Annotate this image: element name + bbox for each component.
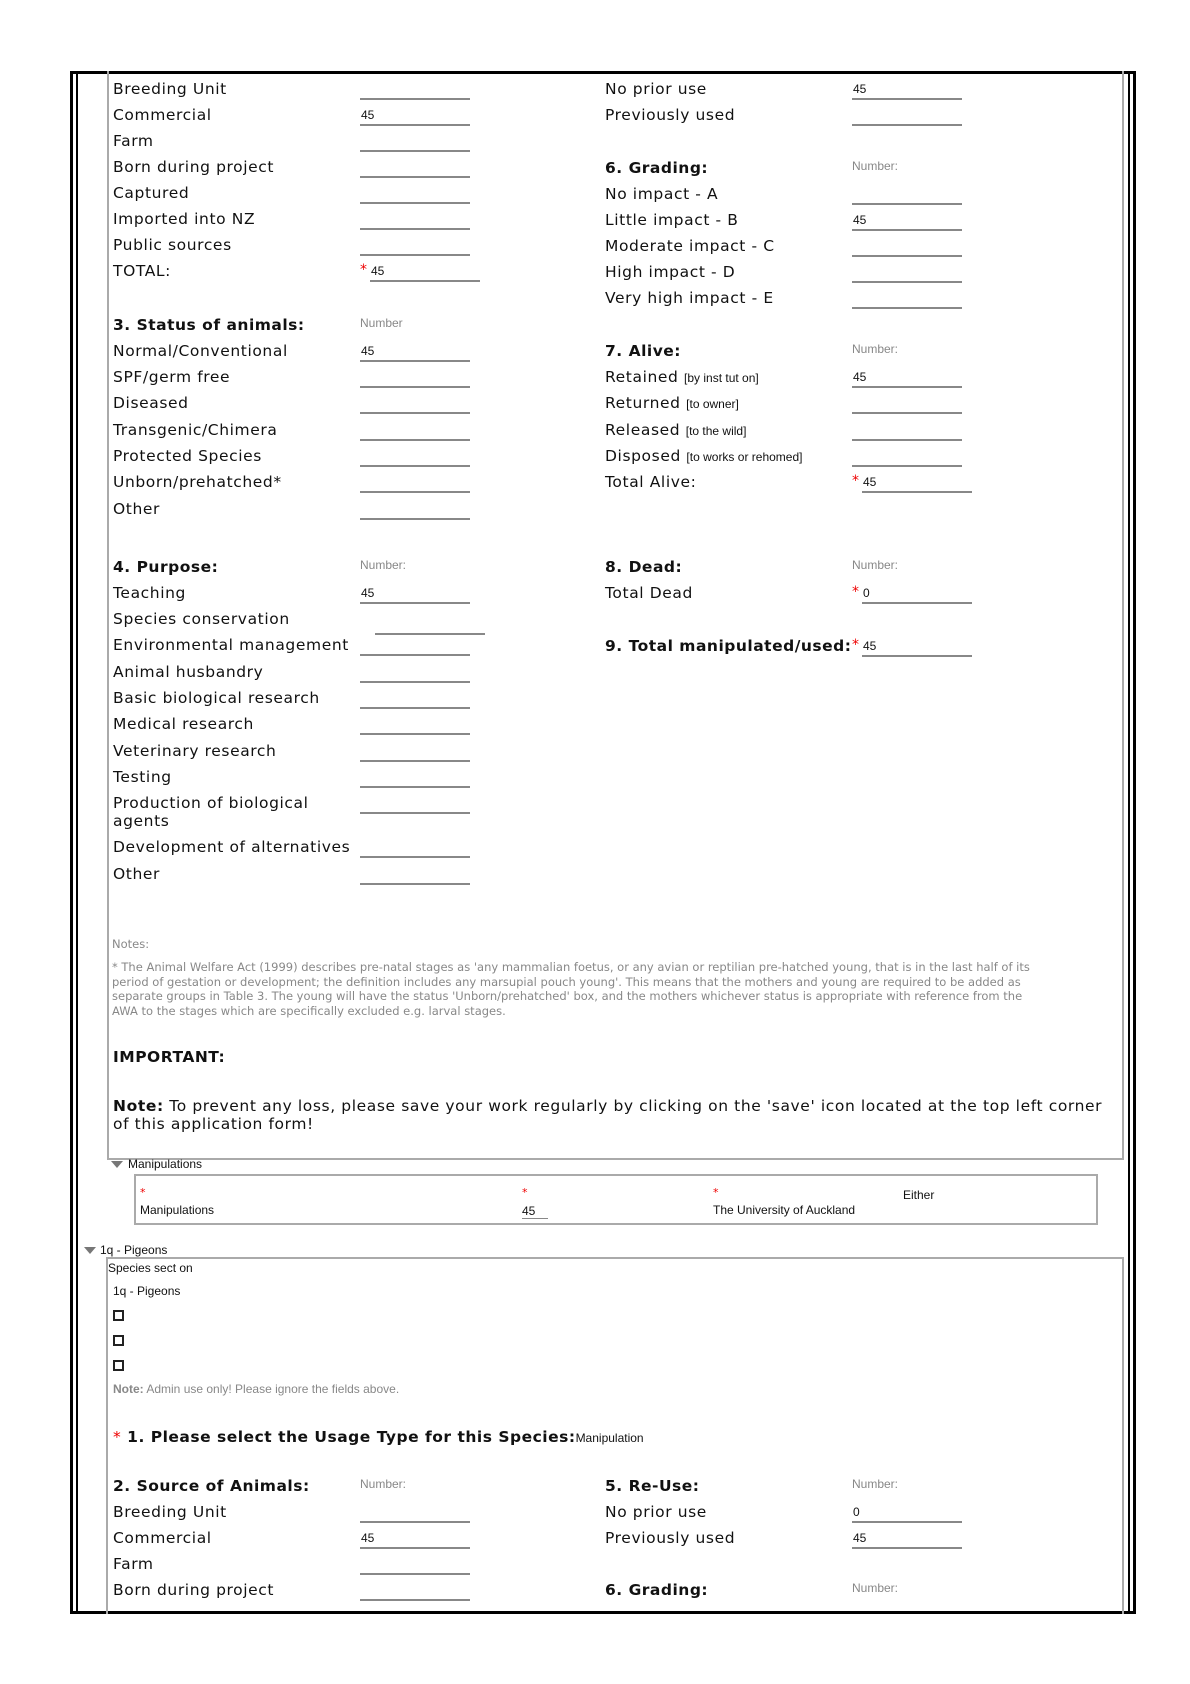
number-label: Number:	[360, 1477, 407, 1491]
no-prior-use-input[interactable]: 45	[852, 80, 962, 100]
notes-title: Notes:	[112, 937, 150, 951]
commercial-input[interactable]: 45	[360, 1529, 470, 1549]
manipulations-count[interactable]: 45	[522, 1204, 548, 1219]
total-used-input[interactable]: 45	[862, 637, 972, 657]
collapse-triangle-icon[interactable]	[84, 1247, 96, 1254]
total-alive-input[interactable]: 45	[862, 473, 972, 493]
species-conservation-input[interactable]	[375, 615, 485, 635]
status-label: SPF/germ free	[113, 368, 231, 386]
source-label: Commercial	[113, 1529, 212, 1547]
manipulations-either: Either	[903, 1188, 935, 1202]
alive-title: 7. Alive:	[605, 342, 682, 360]
alternatives-input[interactable]	[360, 838, 470, 858]
usage-type-value: Manipulation	[575, 1431, 644, 1445]
save-note: Note: To prevent any loss, please save your work regularly by clicking on the 'save' icon located at the top left corner	[113, 1097, 1103, 1115]
grading-label: High impact - D	[605, 263, 736, 281]
purpose-label: Basic biological research	[113, 689, 320, 707]
number-label: Number:	[852, 159, 899, 173]
teaching-input[interactable]: 45	[360, 584, 470, 604]
medical-research-input[interactable]	[360, 715, 470, 735]
manipulations-type: Manipulations	[140, 1203, 215, 1217]
source-label: Imported into NZ	[113, 210, 256, 228]
born-during-project-input[interactable]	[360, 1581, 470, 1601]
required-icon: *	[360, 262, 367, 278]
purpose-label: Other	[113, 865, 161, 883]
no-prior-use-input[interactable]: 0	[852, 1503, 962, 1523]
purpose-label: Medical research	[113, 715, 254, 733]
status-label: Normal/Conventional	[113, 342, 288, 360]
imported-input[interactable]	[360, 210, 470, 230]
total-alive-label: Total Alive:	[605, 473, 697, 491]
alive-label: Disposed [to works or rehomed]	[605, 447, 803, 465]
source-label: Born during project	[113, 158, 275, 176]
source-label: Public sources	[113, 236, 232, 254]
purpose-other-input[interactable]	[360, 865, 470, 885]
manipulations-institution: The University of Auckland	[713, 1203, 856, 1217]
source-label: Breeding Unit	[113, 80, 227, 98]
admin-note: Note: Admin use only! Please ignore the fields above.	[113, 1382, 400, 1396]
important-heading: IMPORTANT:	[113, 1048, 226, 1066]
grading-label: No impact - A	[605, 185, 719, 203]
manipulations-toggle[interactable]: Manipulations	[128, 1157, 203, 1171]
number-label: Number:	[852, 1581, 899, 1595]
species-section-label: Species sect on	[108, 1261, 193, 1275]
purpose-label: Veterinary research	[113, 742, 277, 760]
number-label: Number:	[852, 1477, 899, 1491]
alive-label: Returned [to owner]	[605, 394, 739, 412]
purpose-label-cont: agents	[113, 812, 170, 830]
usage-type-question: * 1. Please select the Usage Type for this Species:Manipulation	[113, 1428, 644, 1446]
disposed-input[interactable]	[852, 447, 962, 467]
required-icon: *	[852, 637, 859, 653]
purpose-label: Development of alternatives	[113, 838, 351, 856]
purpose-title: 4. Purpose:	[113, 558, 219, 576]
admin-checkbox-2[interactable]	[113, 1335, 124, 1346]
released-input[interactable]	[852, 421, 962, 441]
status-other-input[interactable]	[360, 500, 470, 520]
protected-species-input[interactable]	[360, 447, 470, 467]
total-label: TOTAL:	[113, 262, 171, 280]
grade-a-input[interactable]	[852, 185, 962, 205]
reuse-label: Previously used	[605, 1529, 736, 1547]
species-name: 1q - Pigeons	[113, 1284, 181, 1298]
husbandry-input[interactable]	[360, 663, 470, 683]
transgenic-input[interactable]	[360, 421, 470, 441]
spf-input[interactable]	[360, 368, 470, 388]
grade-b-input[interactable]: 45	[852, 211, 962, 231]
retained-input[interactable]: 45	[852, 368, 962, 388]
farm-input[interactable]	[360, 1555, 470, 1575]
returned-input[interactable]	[852, 394, 962, 414]
source-label: Breeding Unit	[113, 1503, 227, 1521]
source-title: 2. Source of Animals:	[113, 1477, 310, 1495]
unborn-input[interactable]	[360, 473, 470, 493]
alive-label: Retained [by inst tut on]	[605, 368, 759, 386]
notes-line: * The Animal Welfare Act (1999) describes pre-natal stages as 'any mammalian foetus, or any avian or reptilian pre-hatched young, that is in the last half of its	[112, 960, 1030, 974]
dead-title: 8. Dead:	[605, 558, 683, 576]
alive-label: Released [to the wild]	[605, 421, 747, 439]
status-label: Diseased	[113, 394, 189, 412]
total-used-label: 9. Total manipulated/used:	[605, 637, 852, 655]
purpose-label: Animal husbandry	[113, 663, 264, 681]
previously-used-input[interactable]	[852, 106, 962, 126]
purpose-label: Testing	[113, 768, 172, 786]
required-icon: *	[713, 1186, 719, 1199]
number-label: Number:	[360, 558, 407, 572]
source-label: Captured	[113, 184, 190, 202]
grading-label: Very high impact - E	[605, 289, 774, 307]
grading-label: Little impact - B	[605, 211, 739, 229]
required-icon: *	[140, 1186, 146, 1199]
reuse-label: No prior use	[605, 1503, 707, 1521]
required-icon: *	[522, 1186, 528, 1199]
breeding-unit-input[interactable]	[360, 1503, 470, 1523]
required-icon: *	[852, 473, 859, 489]
collapse-triangle-icon[interactable]	[111, 1161, 123, 1168]
veterinary-research-input[interactable]	[360, 742, 470, 762]
number-label: Number:	[852, 558, 899, 572]
notes-line: AWA to the stages which are specifically excluded e.g. larval stages.	[112, 1003, 506, 1018]
commercial-input[interactable]: 45	[360, 106, 470, 126]
grading-label: Moderate impact - C	[605, 237, 775, 255]
source-label: Commercial	[113, 106, 212, 124]
grade-d-input[interactable]	[852, 263, 962, 283]
number-label: Number:	[852, 342, 899, 356]
farm-input[interactable]	[360, 132, 470, 152]
purpose-label: Teaching	[113, 584, 186, 602]
admin-checkbox-1[interactable]	[113, 1310, 124, 1321]
notes-line: period of gestation or development; the definition includes any marsupial pouch young'. This means that the mothers and young are required to be added as	[112, 974, 1021, 989]
purpose-label: Environmental management	[113, 636, 349, 654]
grade-e-input[interactable]	[852, 289, 962, 309]
reuse-title: 5. Re-Use:	[605, 1477, 700, 1495]
grade-c-input[interactable]	[852, 237, 962, 257]
testing-input[interactable]	[360, 768, 470, 788]
source-label: Farm	[113, 132, 154, 150]
status-label: Other	[113, 500, 161, 518]
status-label: Protected Species	[113, 447, 262, 465]
reuse-label: No prior use	[605, 80, 707, 98]
basic-research-input[interactable]	[360, 689, 470, 709]
source-total-input[interactable]: 45	[370, 262, 480, 282]
captured-input[interactable]	[360, 184, 470, 204]
status-label: Transgenic/Chimera	[113, 421, 278, 439]
pigeons-toggle[interactable]: 1q - Pigeons	[100, 1243, 168, 1257]
grading-title: 6. Grading:	[605, 1581, 709, 1599]
status-title: 3. Status of animals:	[113, 316, 305, 334]
breeding-unit-input[interactable]	[360, 80, 470, 100]
admin-checkbox-3[interactable]	[113, 1360, 124, 1371]
number-label: Number	[360, 316, 403, 330]
production-agents-input[interactable]	[360, 794, 470, 814]
save-note-cont: of this application form!	[113, 1115, 314, 1133]
born-during-project-input[interactable]	[360, 158, 470, 178]
grading-title: 6. Grading:	[605, 159, 709, 177]
source-label: Born during project	[113, 1581, 275, 1599]
purpose-label: Species conservation	[113, 610, 290, 628]
total-dead-input[interactable]: 0	[862, 584, 972, 604]
source-label: Farm	[113, 1555, 154, 1573]
purpose-label: Production of biological	[113, 794, 309, 812]
notes-body	[112, 960, 1112, 1018]
reuse-label: Previously used	[605, 106, 736, 124]
required-icon: *	[852, 584, 859, 600]
normal-input[interactable]: 45	[360, 342, 470, 362]
manipulations-box	[134, 1174, 1098, 1225]
total-dead-label: Total Dead	[605, 584, 693, 602]
public-sources-input[interactable]	[360, 236, 470, 256]
environmental-input[interactable]	[360, 636, 470, 656]
diseased-input[interactable]	[360, 394, 470, 414]
notes-line: separate groups in Table 3. The young will have the status 'Unborn/prehatched' box, and the mothers whichever status is appropriate with reference from the	[112, 989, 1023, 1003]
previously-used-input[interactable]: 45	[852, 1529, 962, 1549]
status-label: Unborn/prehatched*	[113, 473, 282, 491]
